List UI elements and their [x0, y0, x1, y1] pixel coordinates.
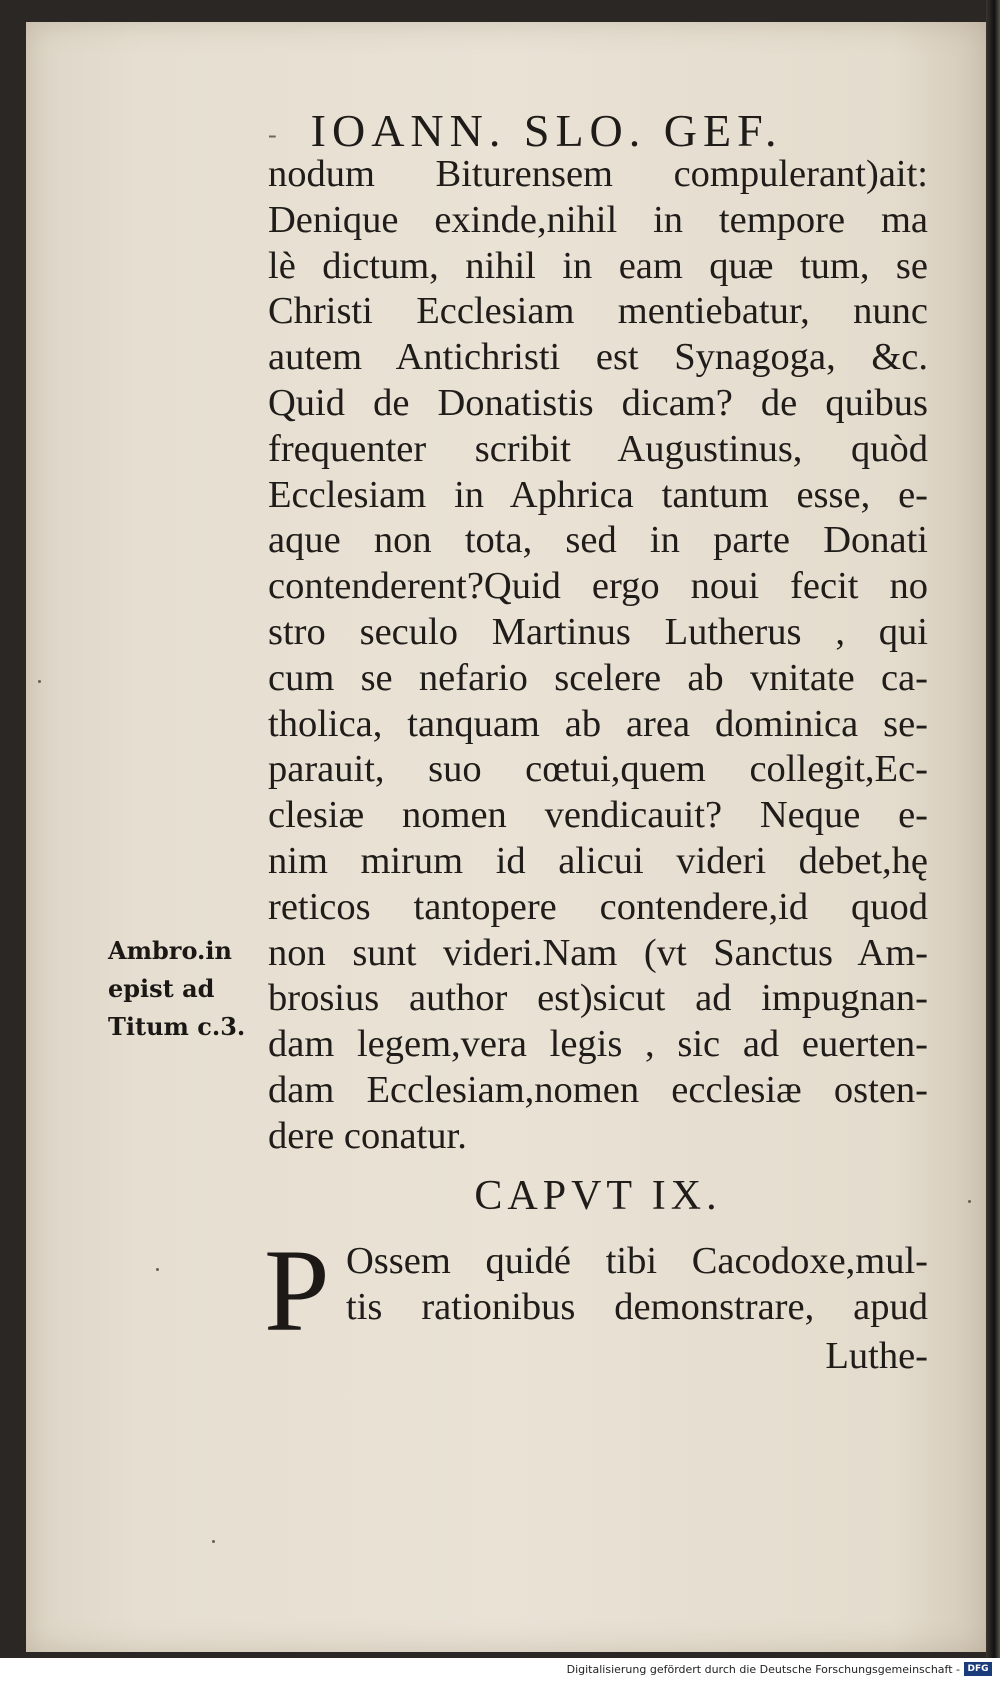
text-line: Christi Ecclesiam mentiebatur, nunc — [268, 290, 928, 333]
text-line: nodum Biturensem compulerant)ait: — [268, 153, 928, 195]
margin-note-line: epist ad — [108, 974, 215, 1003]
chapter-title: CAPVT IX. — [474, 1173, 722, 1219]
text-line: frequenter scribit Augustinus, quòd — [268, 427, 928, 470]
text-line: dam legem,vera legis , sic ad euerten- — [268, 1023, 928, 1066]
text-line: parauit, suo cœtui,quem collegit,Ec- — [268, 748, 928, 791]
paper-speck — [156, 1268, 159, 1271]
running-head — [268, 104, 868, 157]
text-line: tis rationibus demonstrare, apud — [346, 1286, 928, 1328]
text-line: Ossem quidé tibi Cacodoxe,mul- — [346, 1240, 928, 1282]
text-line: Ecclesiam in Aphrica tantum esse, e- — [268, 473, 928, 516]
body-text — [268, 152, 928, 1160]
text-line: autem Antichristi est Synagoga, &c. — [268, 336, 928, 379]
chapter-opening — [346, 1238, 928, 1330]
margin-note-line: Titum c.3. — [108, 1012, 246, 1041]
running-head-text: IOANN. SLO. GEF. — [310, 105, 783, 156]
catchword: Luthe- — [825, 1335, 928, 1377]
text-line: Quid de Donatistis dicam? de quibus — [268, 381, 928, 424]
running-head-mark: - — [268, 120, 283, 150]
text-line: Denique exinde,nihil in tempore ma — [268, 198, 928, 241]
text-line: reticos tantopere contendere,id quod — [268, 885, 928, 928]
text-line: dam Ecclesiam,nomen ecclesiæ osten- — [268, 1068, 928, 1111]
text-line: tholica, tanquam ab area dominica se- — [268, 702, 928, 745]
text-line: stro seculo Martinus Lutherus , qui — [268, 610, 928, 653]
margin-note — [108, 932, 258, 1046]
dfg-logo: DFG — [964, 1662, 992, 1676]
text-line: contenderent?Quid ergo noui fecit no — [268, 565, 928, 608]
text-line: non sunt videri.Nam (vt Sanctus Am- — [268, 931, 928, 974]
text-line: clesiæ nomen vendicauit? Neque e- — [268, 794, 928, 837]
margin-note-line: Ambro.in — [108, 936, 232, 965]
footer-credit: Digitalisierung gefördert durch die Deutsche Forschungsgemeinschaft - — [566, 1663, 960, 1676]
text-line: nim mirum id alicui videri debet,hę — [268, 839, 928, 882]
text-line: aque non tota, sed in parte Donati — [268, 519, 928, 562]
paper-speck — [212, 1540, 215, 1543]
text-line: brosius author est)sicut ad impugnan- — [268, 977, 928, 1020]
footer-bar — [0, 1658, 1000, 1683]
text-line: cum se nefario scelere ab vnitate ca- — [268, 656, 928, 699]
paper-speck — [38, 680, 41, 683]
binding-edge — [986, 0, 1000, 1658]
text-line: lè dictum, nihil in eam quæ tum, se — [268, 244, 928, 287]
drop-cap-initial: P — [264, 1225, 330, 1356]
text-line: dere conatur. — [268, 1114, 467, 1157]
paper-speck — [968, 1200, 971, 1203]
